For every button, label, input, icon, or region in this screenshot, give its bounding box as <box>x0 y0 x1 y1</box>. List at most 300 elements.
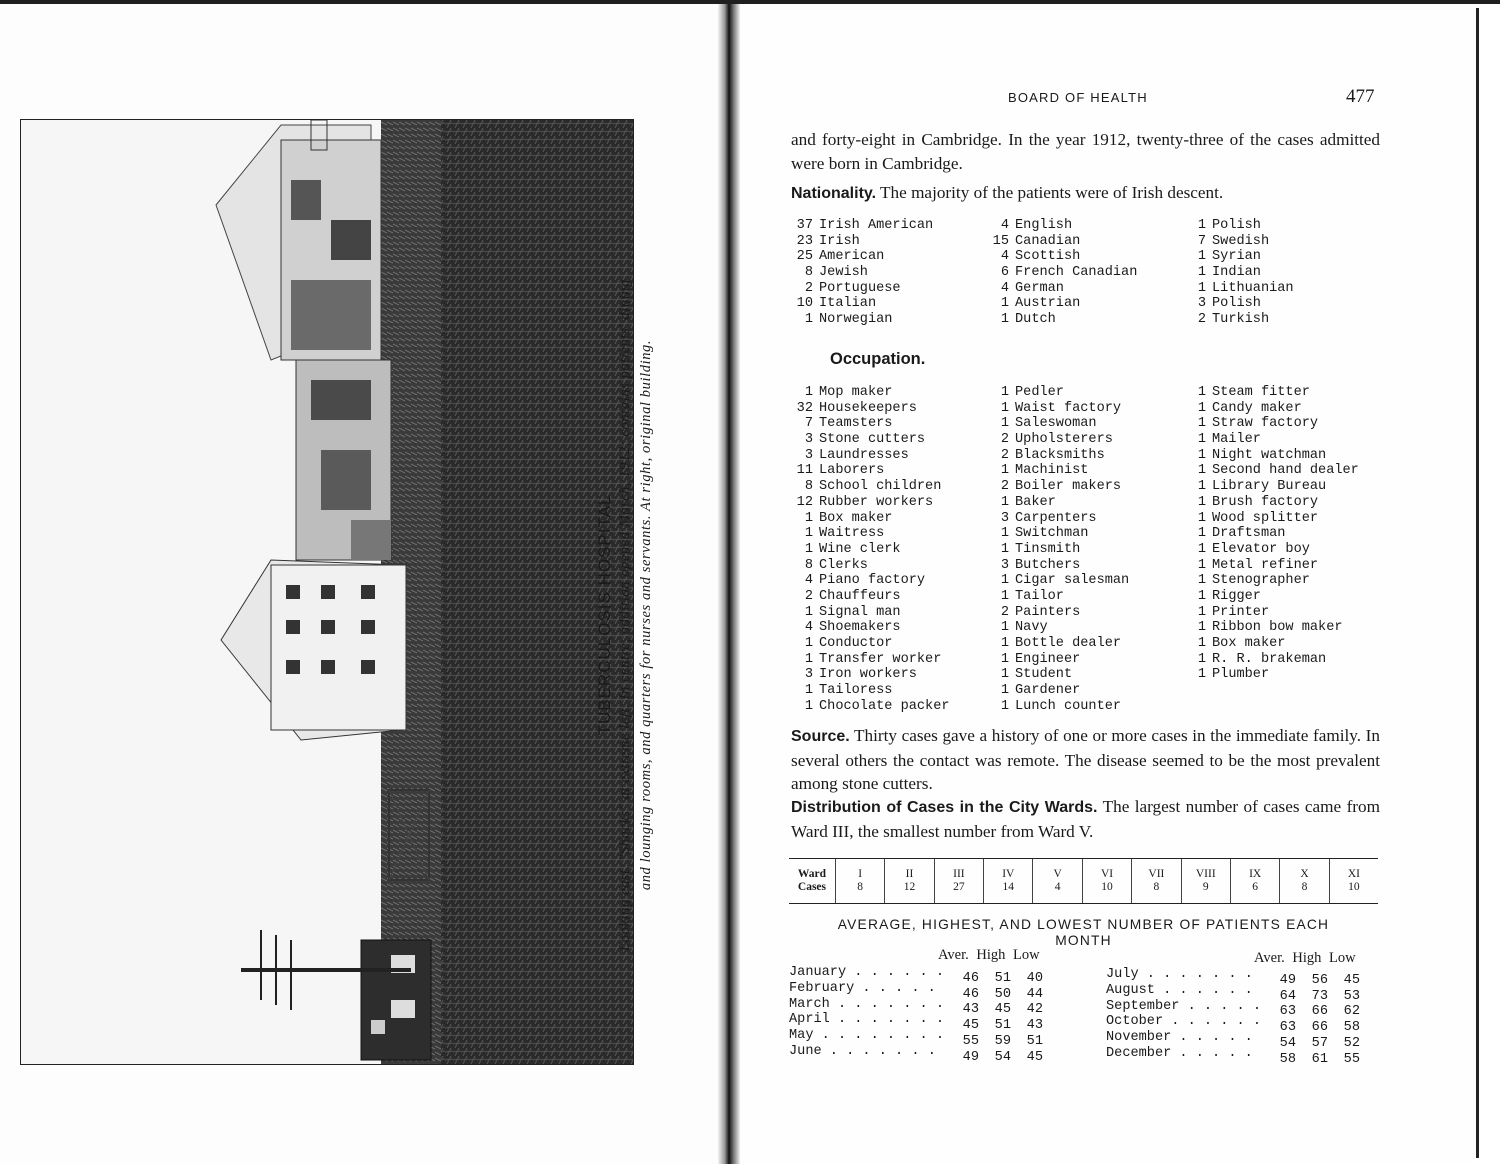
item-label: Stenographer <box>1212 573 1310 589</box>
item-label: Student <box>1015 667 1073 683</box>
photo-caption-line1: Looking east. "Shacks" at extreme left. In centre, addition opened March, 1912; contains patients' dining <box>617 279 633 951</box>
item-label: Printer <box>1212 604 1270 620</box>
item-count: 1 <box>1197 385 1206 400</box>
list-item <box>791 636 950 652</box>
item-label: Irish <box>819 233 860 249</box>
occupation-col-2 <box>987 385 1129 714</box>
list-item <box>1184 526 1359 542</box>
list-item <box>987 312 1137 328</box>
ward-number: VIII <box>1195 868 1216 880</box>
list-item <box>987 218 1137 234</box>
item-label: Mop maker <box>819 385 893 400</box>
month-high: 51 <box>994 1018 1011 1034</box>
photo-caption <box>595 200 675 1030</box>
list-item <box>987 432 1129 448</box>
month-month: April . . . <box>789 1012 947 1028</box>
month-low: 45 <box>1026 1049 1043 1065</box>
item-label: Baker <box>1015 494 1056 510</box>
source-heading: Source. <box>791 728 850 745</box>
ward-number: XI <box>1347 868 1360 880</box>
item-label: Tailoress <box>819 683 893 699</box>
ward-column <box>1131 859 1180 903</box>
item-count: 3 <box>1000 510 1009 526</box>
item-count: 1 <box>1197 249 1206 265</box>
monthly-table-title <box>789 917 1378 949</box>
item-count: 25 <box>796 249 813 265</box>
distribution-heading: Distribution of Cases in the City Wards. <box>791 799 1098 816</box>
month-low: 42 <box>1026 1002 1043 1018</box>
ward-number: V <box>1053 868 1062 880</box>
list-item <box>1184 511 1359 527</box>
list-item <box>987 463 1129 479</box>
item-count: 2 <box>804 588 813 604</box>
item-label: R. R. brakeman <box>1212 651 1327 667</box>
item-label: Rigger <box>1212 588 1261 604</box>
list-item <box>1184 479 1359 495</box>
month-month: December . . . <box>1106 1046 1264 1062</box>
list-item <box>1184 281 1294 297</box>
item-label: Dutch <box>1015 312 1056 328</box>
photo-title: TUBERCULOSIS HOSPITAL <box>595 494 614 736</box>
list-item <box>1184 234 1294 250</box>
item-label: Switchman <box>1015 526 1089 542</box>
month-low: 43 <box>1026 1018 1043 1034</box>
item-count: 1 <box>1197 620 1206 636</box>
list-item <box>791 249 933 265</box>
month-aver: 63 <box>1279 1004 1296 1020</box>
item-label: Plumber <box>1212 667 1270 683</box>
item-count: 1 <box>1000 541 1009 557</box>
list-item <box>987 620 1129 636</box>
item-label: Clerks <box>819 557 868 573</box>
month-low: 45 <box>1343 972 1360 988</box>
list-item <box>1184 573 1359 589</box>
item-label: Waist factory <box>1015 400 1122 416</box>
item-label: Pedler <box>1015 385 1064 400</box>
month-month: July . . . <box>1106 967 1264 983</box>
list-item <box>987 652 1129 668</box>
ward-column <box>1279 859 1328 903</box>
item-count: 3 <box>804 447 813 463</box>
item-count: 1 <box>1197 416 1206 432</box>
list-item <box>1184 385 1359 401</box>
month-aver: 55 <box>962 1033 979 1049</box>
ward-cases: 10 <box>1101 881 1113 893</box>
intro-paragraph: and forty-eight in Cambridge. In the year 1912, twenty-three of the cases admitted were born in Cambridge. <box>791 130 1380 173</box>
nationality-heading: Nationality. <box>791 185 877 202</box>
item-count: 1 <box>1197 280 1206 296</box>
item-count: 3 <box>1197 296 1206 312</box>
item-count: 1 <box>1197 651 1206 667</box>
list-item <box>791 558 950 574</box>
item-label: Boiler makers <box>1015 479 1122 495</box>
item-label: Lunch counter <box>1015 698 1122 714</box>
item-count: 1 <box>1197 588 1206 604</box>
month-aver: 54 <box>1279 1035 1296 1051</box>
month-aver: 46 <box>962 970 979 986</box>
item-label: Carpenters <box>1015 510 1097 526</box>
ward-column <box>934 859 983 903</box>
month-row <box>1106 1046 1360 1067</box>
hospital-photograph <box>20 119 634 1065</box>
month-high: 45 <box>994 1002 1011 1018</box>
list-item <box>1184 416 1359 432</box>
ward-column <box>1329 859 1378 903</box>
item-count: 2 <box>1000 604 1009 620</box>
list-item <box>791 416 950 432</box>
item-count: 1 <box>1197 510 1206 526</box>
item-count: 1 <box>1000 588 1009 604</box>
list-item <box>1184 652 1359 668</box>
item-label: Italian <box>819 296 877 312</box>
item-count: 1 <box>1197 526 1206 542</box>
item-count: 1 <box>1197 432 1206 448</box>
list-item <box>1184 542 1359 558</box>
month-low: 62 <box>1343 1004 1360 1020</box>
item-label: Laborers <box>819 463 885 479</box>
item-label: Upholsterers <box>1015 432 1113 448</box>
item-count: 4 <box>804 573 813 589</box>
ward-cases: 9 <box>1202 881 1209 893</box>
month-row <box>1106 982 1360 1004</box>
item-count: 37 <box>796 218 813 233</box>
item-label: Irish American <box>819 218 934 233</box>
item-label: Draftsman <box>1212 526 1286 542</box>
list-item <box>791 296 933 312</box>
ward-column <box>884 859 933 903</box>
list-item <box>987 281 1137 297</box>
list-item <box>1184 558 1359 574</box>
month-month: August . . . <box>1106 983 1264 999</box>
month-row <box>1106 998 1360 1020</box>
item-count: 1 <box>1000 385 1009 400</box>
month-row <box>1106 1030 1360 1051</box>
item-label: Shoemakers <box>819 620 901 636</box>
month-low: 44 <box>1026 986 1043 1002</box>
nationality-paragraph <box>791 181 1380 206</box>
item-count: 12 <box>796 494 813 510</box>
list-item <box>1184 249 1294 265</box>
list-item <box>791 281 933 297</box>
item-count: 1 <box>1197 604 1206 620</box>
item-label: Turkish <box>1212 312 1270 328</box>
item-label: Norwegian <box>819 312 893 328</box>
month-row <box>789 1044 1043 1065</box>
item-label: Polish <box>1212 296 1261 312</box>
item-count: 1 <box>1000 698 1009 714</box>
item-count: 1 <box>1197 557 1206 573</box>
ward-cases: 12 <box>903 881 916 893</box>
item-label: Straw factory <box>1212 416 1319 432</box>
ward-column <box>1082 859 1131 903</box>
item-count: 1 <box>804 385 813 400</box>
photo-caption-line2: and lounging rooms, and quarters for nurses and servants. At right, original building. <box>638 339 654 891</box>
item-label: Ribbon bow maker <box>1212 620 1343 636</box>
item-label: Jewish <box>819 265 868 281</box>
item-label: Waitress <box>819 526 885 542</box>
month-month: January . . . <box>789 965 947 981</box>
item-count: 8 <box>804 265 813 281</box>
item-count: 1 <box>1000 400 1009 416</box>
item-count: 1 <box>1197 667 1206 683</box>
list-item <box>1184 495 1359 511</box>
item-count: 1 <box>1197 218 1206 233</box>
ward-number: VII <box>1148 868 1165 880</box>
item-count: 1 <box>1197 479 1206 495</box>
list-item <box>1184 401 1359 417</box>
item-label: Rubber workers <box>819 494 934 510</box>
ward-cases: 14 <box>1002 881 1015 893</box>
item-count: 23 <box>796 233 813 249</box>
item-count: 2 <box>1197 312 1206 328</box>
item-label: Signal man <box>819 604 901 620</box>
item-label: Night watchman <box>1212 447 1327 463</box>
item-label: French Canadian <box>1015 265 1138 281</box>
item-count: 7 <box>804 416 813 432</box>
item-label: Elevator boy <box>1212 541 1310 557</box>
list-item <box>987 667 1129 683</box>
ward-number: II <box>905 868 914 880</box>
month-aver: 45 <box>962 1018 979 1034</box>
item-label: Library Bureau <box>1212 479 1327 495</box>
ward-column <box>835 859 884 903</box>
list-item <box>791 699 950 715</box>
month-low: 58 <box>1343 1020 1360 1036</box>
item-count: 1 <box>1197 447 1206 463</box>
nationality-col-2 <box>987 218 1137 328</box>
ward-row-labels <box>789 859 835 903</box>
month-high: 66 <box>1311 1004 1328 1020</box>
month-row <box>1106 1014 1360 1036</box>
item-label: Navy <box>1015 620 1048 636</box>
month-low: 51 <box>1026 1033 1043 1049</box>
ward-number: III <box>953 868 965 880</box>
ward-number: IX <box>1249 868 1262 880</box>
item-count: 1 <box>804 683 813 699</box>
ward-number: IV <box>1002 868 1015 880</box>
ward-table <box>789 858 1378 904</box>
monthly-title-line2: MONTH <box>1055 933 1112 948</box>
month-low: 40 <box>1026 970 1043 986</box>
item-count: 11 <box>796 463 813 479</box>
list-item <box>791 432 950 448</box>
month-low: 53 <box>1343 988 1360 1004</box>
monthly-col-head-right: Aver. High Low <box>1254 950 1356 966</box>
item-count: 1 <box>1000 463 1009 479</box>
item-count: 1 <box>1000 494 1009 510</box>
item-label: Saleswoman <box>1015 416 1097 432</box>
month-aver: 49 <box>1279 972 1296 988</box>
item-count: 1 <box>1197 573 1206 589</box>
item-count: 2 <box>804 280 813 296</box>
item-count: 1 <box>1000 620 1009 636</box>
item-label: Swedish <box>1212 233 1270 249</box>
item-count: 1 <box>1000 636 1009 651</box>
item-count: 1 <box>1000 312 1009 328</box>
item-label: Lithuanian <box>1212 280 1294 296</box>
month-low: 55 <box>1343 1051 1360 1067</box>
ward-column <box>1230 859 1279 903</box>
list-item <box>987 683 1129 699</box>
item-label: Syrian <box>1212 249 1261 265</box>
item-label: Conductor <box>819 636 893 651</box>
list-item <box>791 218 933 234</box>
list-item <box>987 573 1129 589</box>
ward-cases: 8 <box>857 881 864 893</box>
ward-number: X <box>1300 868 1309 880</box>
list-item <box>1184 265 1294 281</box>
item-label: Brush factory <box>1212 494 1319 510</box>
list-item <box>987 265 1137 281</box>
page-number: 477 <box>1346 86 1375 107</box>
item-label: Indian <box>1212 265 1261 281</box>
item-count: 1 <box>804 604 813 620</box>
item-label: Laundresses <box>819 447 909 463</box>
item-count: 1 <box>1000 667 1009 683</box>
ward-cases: 8 <box>1153 881 1160 893</box>
item-count: 2 <box>1000 447 1009 463</box>
list-item <box>987 605 1129 621</box>
item-label: Transfer worker <box>819 651 942 667</box>
item-label: Machinist <box>1015 463 1089 479</box>
ward-number: VI <box>1100 868 1114 880</box>
list-item <box>1184 218 1294 234</box>
ward-cases: 4 <box>1054 881 1061 893</box>
item-label: Iron workers <box>819 667 917 683</box>
ward-column <box>983 859 1032 903</box>
month-aver: 46 <box>962 986 979 1002</box>
list-item <box>987 589 1129 605</box>
month-month: June . . . <box>789 1044 947 1060</box>
item-label: American <box>819 249 885 265</box>
item-count: 3 <box>804 667 813 683</box>
ward-number: I <box>858 868 863 880</box>
list-item <box>791 589 950 605</box>
list-item <box>987 416 1129 432</box>
list-item <box>987 542 1129 558</box>
list-item <box>791 312 933 328</box>
ward-cases: 6 <box>1252 881 1259 893</box>
list-item <box>1184 432 1359 448</box>
item-label: Canadian <box>1015 233 1081 249</box>
item-count: 1 <box>1197 636 1206 651</box>
occupation-heading: Occupation. <box>830 350 926 368</box>
item-label: Chauffeurs <box>819 588 901 604</box>
ward-cases: 10 <box>1348 881 1360 893</box>
month-aver: 64 <box>1279 988 1296 1004</box>
month-high: 50 <box>994 986 1011 1002</box>
list-item <box>791 479 950 495</box>
list-item <box>987 296 1137 312</box>
item-count: 1 <box>804 698 813 714</box>
month-high: 51 <box>994 970 1011 986</box>
cases-label: Cases <box>797 881 827 893</box>
item-label: Steam fitter <box>1212 385 1310 400</box>
list-item <box>791 667 950 683</box>
list-item <box>1184 589 1359 605</box>
item-count: 8 <box>804 557 813 573</box>
item-label: Tailor <box>1015 588 1064 604</box>
month-row <box>789 1028 1043 1049</box>
item-count: 4 <box>804 620 813 636</box>
item-count: 2 <box>1000 479 1009 495</box>
month-row <box>789 1012 1043 1034</box>
item-label: Portuguese <box>819 280 901 296</box>
list-item <box>791 683 950 699</box>
list-item <box>791 448 950 464</box>
list-item <box>987 526 1129 542</box>
item-count: 15 <box>992 233 1009 249</box>
nationality-col-1 <box>791 218 933 328</box>
list-item <box>987 511 1129 527</box>
list-item <box>791 526 950 542</box>
month-high: 59 <box>994 1033 1011 1049</box>
item-label: Box maker <box>819 510 893 526</box>
item-label: Painters <box>1015 604 1081 620</box>
item-count: 1 <box>1197 265 1206 281</box>
item-label: Bottle dealer <box>1015 636 1122 651</box>
item-count: 2 <box>1000 432 1009 448</box>
occupation-col-1 <box>791 385 950 714</box>
item-count: 4 <box>1000 280 1009 296</box>
month-row <box>789 980 1043 1002</box>
month-aver: 43 <box>962 1002 979 1018</box>
list-item <box>987 234 1137 250</box>
item-label: English <box>1015 218 1073 233</box>
item-label: Housekeepers <box>819 400 917 416</box>
list-item <box>791 511 950 527</box>
item-count: 1 <box>1197 494 1206 510</box>
item-count: 1 <box>804 541 813 557</box>
photo-illustration <box>21 120 633 1064</box>
list-item <box>791 573 950 589</box>
month-row <box>789 965 1043 986</box>
item-count: 1 <box>1000 651 1009 667</box>
occupation-col-3 <box>1184 385 1359 683</box>
list-item <box>791 265 933 281</box>
item-label: Candy maker <box>1212 400 1302 416</box>
ward-cases: 8 <box>1301 881 1308 893</box>
item-count: 6 <box>1000 265 1009 281</box>
month-month: September . . . <box>1106 999 1264 1015</box>
item-count: 4 <box>1000 249 1009 265</box>
ward-column <box>1181 859 1230 903</box>
month-high: 73 <box>1311 988 1328 1004</box>
running-head: BOARD OF HEALTH <box>1008 90 1148 105</box>
month-month: November . . . <box>1106 1030 1264 1046</box>
list-item <box>791 385 950 401</box>
item-label: Austrian <box>1015 296 1081 312</box>
item-label: German <box>1015 280 1064 296</box>
item-label: Wood splitter <box>1212 510 1319 526</box>
month-aver: 63 <box>1279 1020 1296 1036</box>
month-aver: 49 <box>962 1049 979 1065</box>
item-label: School children <box>819 479 942 495</box>
item-count: 1 <box>1000 296 1009 312</box>
distribution-text: The largest number of cases came from Ward III, the smallest number from Ward V. <box>791 797 1380 841</box>
list-item <box>987 636 1129 652</box>
item-count: 3 <box>1000 557 1009 573</box>
list-item <box>1184 312 1294 328</box>
item-label: Scottish <box>1015 249 1081 265</box>
item-count: 7 <box>1197 233 1206 249</box>
source-paragraph <box>791 724 1380 796</box>
item-count: 8 <box>804 479 813 495</box>
item-label: Blacksmiths <box>1015 447 1105 463</box>
list-item <box>987 558 1129 574</box>
month-month: October . . . <box>1106 1014 1264 1030</box>
item-label: Piano factory <box>819 573 926 589</box>
